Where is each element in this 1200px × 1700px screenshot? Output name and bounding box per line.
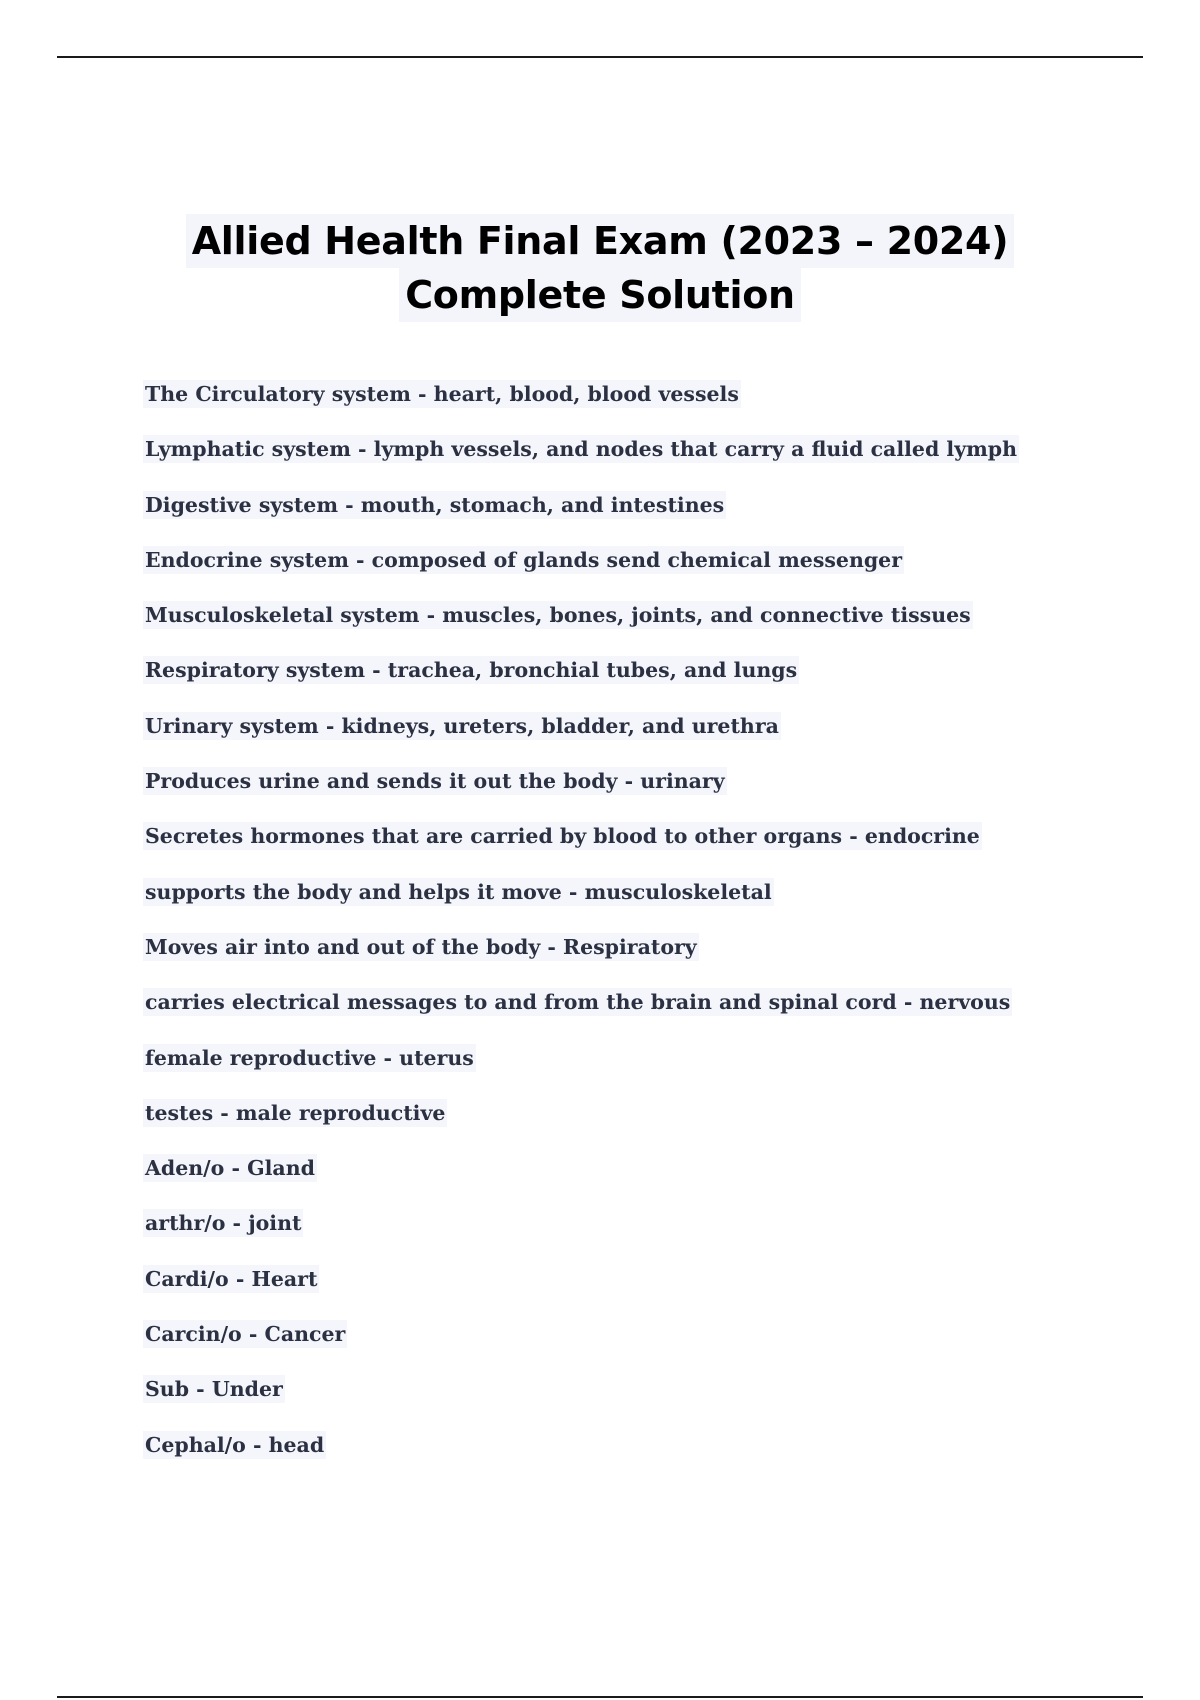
- list-item: [143, 491, 1143, 546]
- top-divider: [57, 56, 1143, 58]
- list-item-text: Secretes hormones that are carried by blood to other organs - endocrine: [145, 824, 980, 849]
- list-item: [143, 878, 1143, 933]
- list-item-text: Aden/o - Gland: [145, 1156, 315, 1181]
- list-item-text: Moves air into and out of the body - Respiratory: [145, 934, 697, 959]
- list-item: [143, 1099, 1143, 1154]
- bottom-divider: [57, 1696, 1143, 1698]
- title-line-1: Allied Health Final Exam (2023 – 2024): [186, 214, 1015, 268]
- list-item-text: female reproductive - uterus: [145, 1045, 474, 1070]
- list-item-text: Carcin/o - Cancer: [145, 1322, 346, 1347]
- list-item-text: Endocrine system - composed of glands send chemical messenger: [145, 547, 903, 572]
- list-item: [143, 546, 1143, 601]
- list-item: [143, 1154, 1143, 1209]
- list-item: [143, 767, 1143, 822]
- list-item: [143, 435, 1143, 490]
- list-item-text: Cardi/o - Heart: [145, 1266, 318, 1291]
- list-item: [143, 712, 1143, 767]
- list-item-text: testes - male reproductive: [145, 1100, 446, 1125]
- list-item: [143, 1375, 1143, 1430]
- list-item-text: carries electrical messages to and from the brain and spinal cord - nervous: [145, 990, 1011, 1015]
- list-item-text: Lymphatic system - lymph vessels, and nodes that carry a fluid called lymph: [145, 437, 1018, 462]
- list-item: [143, 988, 1143, 1043]
- title-line-2: Complete Solution: [399, 268, 801, 322]
- list-item: [143, 1431, 1143, 1486]
- list-item: [143, 1209, 1143, 1264]
- list-item-text: Produces urine and sends it out the body - urinary: [145, 769, 725, 794]
- list-item: [143, 933, 1143, 988]
- list-item-text: arthr/o - joint: [145, 1211, 302, 1236]
- list-item-text: The Circulatory system - heart, blood, blood vessels: [145, 382, 739, 406]
- list-item: [143, 1320, 1143, 1375]
- list-item: [143, 380, 1143, 435]
- list-item: [143, 822, 1143, 877]
- list-item-text: supports the body and helps it move - musculoskeletal: [145, 879, 772, 904]
- list-item-text: Digestive system - mouth, stomach, and intestines: [145, 492, 725, 517]
- list-item-text: Respiratory system - trachea, bronchial tubes, and lungs: [145, 658, 798, 683]
- list-item: [143, 1265, 1143, 1320]
- list-item-text: Musculoskeletal system - muscles, bones, joints, and connective tissues: [145, 603, 971, 628]
- list-item-text: Cephal/o - head: [145, 1432, 325, 1457]
- list-item-text: Urinary system - kidneys, ureters, bladder, and urethra: [145, 713, 779, 738]
- list-item-text: Sub - Under: [145, 1377, 283, 1402]
- list-item: [143, 601, 1143, 656]
- list-item: [143, 656, 1143, 711]
- term-definition-list: [143, 380, 1143, 1486]
- document-title: [0, 214, 1200, 322]
- list-item: [143, 1044, 1143, 1099]
